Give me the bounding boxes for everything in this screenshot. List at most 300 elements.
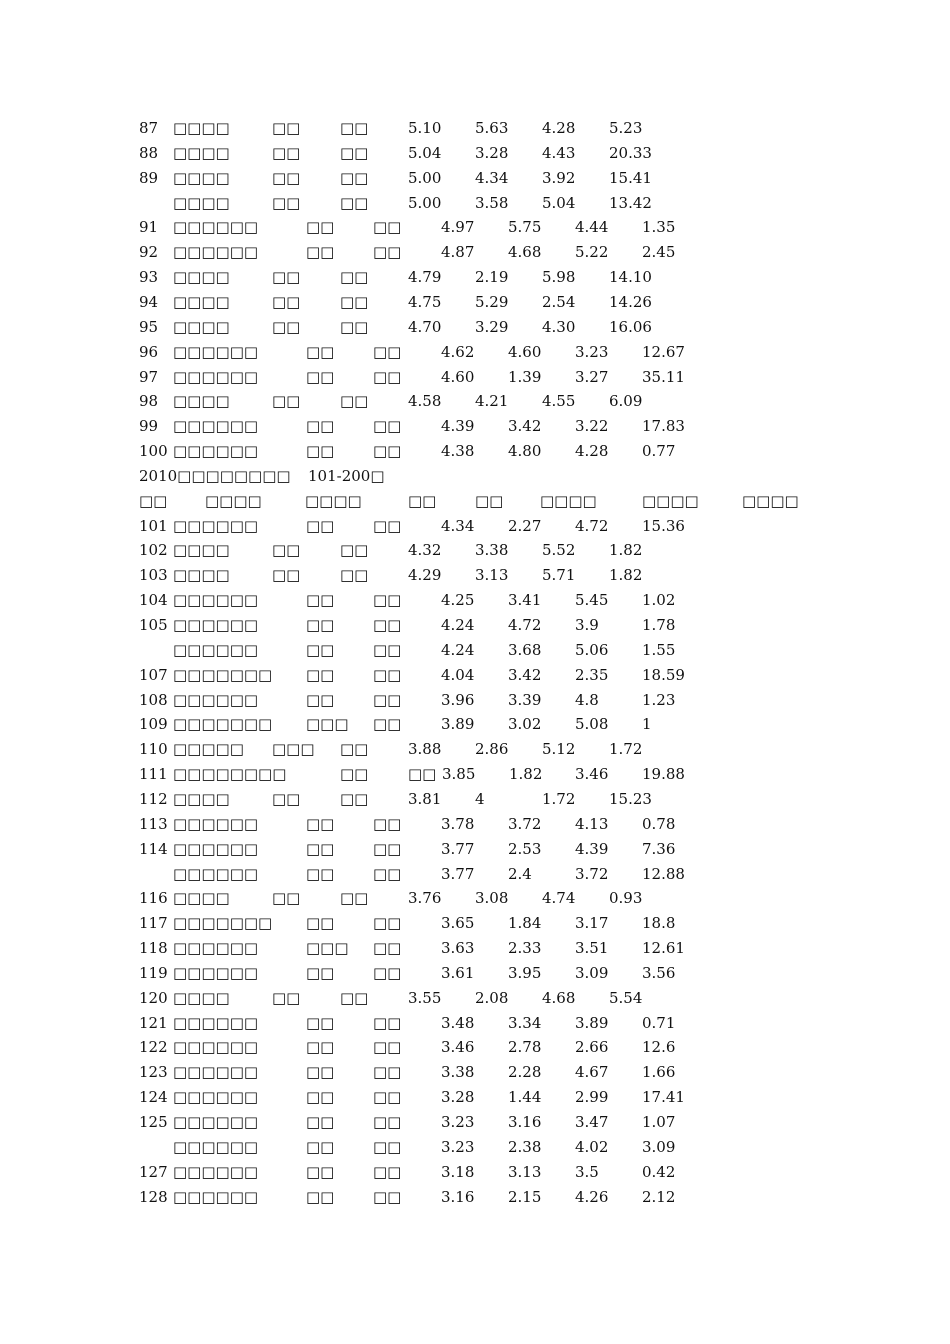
value-cell: 3.61	[441, 963, 475, 982]
value-cell: 5.29	[475, 292, 509, 311]
rank-number: 104	[139, 591, 168, 610]
value-cell: 12.6	[642, 1038, 676, 1057]
value-cell: 0.78	[642, 814, 676, 833]
value-cell: 2.66	[575, 1038, 609, 1057]
industry-field: □□	[373, 690, 402, 709]
value-cell: 2.53	[508, 839, 542, 858]
table-row	[0, 1113, 950, 1138]
region-field: □□	[306, 1063, 335, 1082]
company-name: □□□□□□	[173, 1088, 259, 1107]
region-field: □□□	[306, 939, 349, 958]
rank-number: 128	[139, 1187, 168, 1206]
rank-number: 120	[139, 988, 168, 1007]
company-name: □□□□	[173, 193, 230, 212]
industry-field: □□	[340, 789, 369, 808]
value-cell: 3.38	[441, 1063, 475, 1082]
industry-field: □□	[373, 963, 402, 982]
table-row	[0, 691, 950, 716]
industry-field: □□	[373, 218, 402, 237]
company-name: □□□□□□	[173, 963, 259, 982]
industry-field: □□	[340, 292, 369, 311]
value-cell: 3.23	[441, 1137, 475, 1156]
industry-field: □□	[373, 814, 402, 833]
value-cell: 0.93	[609, 889, 643, 908]
table-row	[0, 392, 950, 417]
value-cell: 3.28	[475, 143, 509, 162]
value-cell: 3.77	[441, 864, 475, 883]
industry-field: □□	[373, 591, 402, 610]
industry-field: □□	[340, 317, 369, 336]
section-heading	[0, 467, 950, 492]
table-row	[0, 591, 950, 616]
table-row	[0, 1063, 950, 1088]
rank-number: 118	[139, 939, 168, 958]
rank-number: 92	[139, 243, 159, 262]
column-header: □□	[139, 491, 168, 510]
value-cell: 12.67	[642, 342, 685, 361]
value-cell: 4.28	[542, 119, 576, 137]
industry-field: □□	[340, 889, 369, 908]
value-cell: 1.82	[509, 765, 543, 784]
industry-field: □□	[373, 243, 402, 262]
value-cell: 3.09	[642, 1137, 676, 1156]
company-name: □□□□	[173, 168, 230, 187]
table-row	[0, 1014, 950, 1039]
company-name: □□□□□	[173, 740, 244, 759]
value-cell: 4.02	[575, 1137, 609, 1156]
table-row	[0, 566, 950, 591]
region-field: □□	[272, 392, 301, 411]
table-row	[0, 989, 950, 1014]
region-field: □□	[306, 640, 335, 659]
industry-field: □□	[340, 740, 369, 759]
value-cell: 3.92	[542, 168, 576, 187]
region-field: □□	[306, 218, 335, 237]
rank-number: 110	[139, 740, 168, 759]
rank-number: 127	[139, 1162, 168, 1181]
table-row	[0, 765, 950, 790]
rank-number: 93	[139, 268, 159, 287]
value-cell: 2.33	[508, 939, 542, 958]
company-name: □□□□	[173, 268, 230, 287]
value-cell: 13.42	[609, 193, 652, 212]
region-field: □□□	[272, 740, 315, 759]
region-field: □□	[306, 367, 335, 386]
value-cell: 3.78	[441, 814, 475, 833]
value-cell: 4.43	[542, 143, 576, 162]
value-cell: 1.78	[642, 616, 676, 634]
industry-field: □□	[373, 1038, 402, 1057]
rank-number: 98	[139, 392, 159, 411]
region-field: □□	[272, 119, 301, 137]
region-field: □□	[272, 292, 301, 311]
company-name: □□□□□□	[173, 814, 259, 833]
value-cell: 3.56	[642, 963, 676, 982]
company-name: □□□□	[173, 317, 230, 336]
rank-number: 87	[139, 119, 159, 137]
rank-number: 99	[139, 417, 159, 436]
value-cell: 3.9	[575, 616, 599, 634]
value-cell: 3.5	[575, 1162, 599, 1181]
value-cell: 1.72	[609, 740, 643, 759]
rank-number: 114	[139, 839, 168, 858]
value-cell: 4.68	[508, 243, 542, 262]
value-cell: 16.06	[609, 317, 652, 336]
rank-number: 121	[139, 1013, 168, 1032]
value-cell: 15.36	[642, 516, 685, 535]
value-cell: 3.23	[441, 1113, 475, 1131]
industry-field: □□	[373, 1187, 402, 1206]
table-row	[0, 666, 950, 691]
company-name: □□□□□□	[173, 417, 259, 436]
value-cell: 3.41	[508, 591, 542, 610]
value-cell: 4.44	[575, 218, 609, 237]
value-cell: 4.29	[408, 566, 442, 585]
value-cell: 3.16	[441, 1187, 475, 1206]
industry-field: □□	[340, 193, 369, 212]
industry-field: □□	[373, 1137, 402, 1156]
value-cell: 1	[642, 715, 652, 734]
value-cell: 2.08	[475, 988, 509, 1007]
industry-field: □□	[373, 1063, 402, 1082]
value-cell: 1.55	[642, 640, 676, 659]
industry-field: □□	[373, 1113, 402, 1131]
value-cell: 1.84	[508, 914, 542, 933]
region-field: □□	[306, 342, 335, 361]
value-cell: 3.81	[408, 789, 442, 808]
value-cell: 5.10	[408, 119, 442, 137]
value-cell: 3.58	[475, 193, 509, 212]
value-cell: 3.88	[408, 740, 442, 759]
value-cell: 3.51	[575, 939, 609, 958]
company-name: □□□□□□	[173, 218, 259, 237]
region-field: □□	[272, 789, 301, 808]
value-cell: 3.13	[508, 1162, 542, 1181]
table-row	[0, 790, 950, 815]
value-cell: 1.44	[508, 1088, 542, 1107]
value-cell: 4.04	[441, 665, 475, 684]
industry-field: □□	[340, 143, 369, 162]
value-cell: 4.60	[441, 367, 475, 386]
rank-number: 97	[139, 367, 159, 386]
company-name: □□□□□□	[173, 640, 259, 659]
value-cell: 2.35	[575, 665, 609, 684]
value-cell: 4.70	[408, 317, 442, 336]
value-cell: 4.67	[575, 1063, 609, 1082]
value-cell: 20.33	[609, 143, 652, 162]
region-field: □□	[306, 963, 335, 982]
company-name: □□□□□□	[173, 591, 259, 610]
industry-field: □□	[373, 665, 402, 684]
value-cell: 3.08	[475, 889, 509, 908]
value-cell: 4.74	[542, 889, 576, 908]
table-row	[0, 1163, 950, 1188]
value-cell: 3.22	[575, 417, 609, 436]
rank-number: 89	[139, 168, 159, 187]
region-field: □□	[306, 1088, 335, 1107]
industry-field: □□	[373, 1162, 402, 1181]
region-field: □□	[340, 765, 369, 784]
value-cell: 4.39	[575, 839, 609, 858]
table-row	[0, 318, 950, 343]
value-cell: 1.39	[508, 367, 542, 386]
rank-number: 102	[139, 541, 168, 560]
industry-field: □□	[373, 839, 402, 858]
column-header: □□	[408, 491, 437, 510]
rank-number: 122	[139, 1038, 168, 1057]
region-field: □□	[272, 193, 301, 212]
value-cell: 3.72	[575, 864, 609, 883]
value-cell: 3.48	[441, 1013, 475, 1032]
value-cell: 4.72	[508, 616, 542, 634]
value-cell: 4	[475, 789, 485, 808]
rank-number: 100	[139, 442, 168, 461]
column-header: □□□□	[742, 491, 799, 510]
company-name: □□□□	[173, 143, 230, 162]
rank-number: 113	[139, 814, 168, 833]
company-name: □□□□	[173, 566, 230, 585]
rank-number: 116	[139, 889, 168, 908]
value-cell: 3.76	[408, 889, 442, 908]
value-cell: 4.21	[475, 392, 509, 411]
region-field: □□	[306, 690, 335, 709]
value-cell: 3.85	[442, 765, 476, 784]
value-cell: 2.54	[542, 292, 576, 311]
value-cell: 2.99	[575, 1088, 609, 1107]
value-cell: 4.58	[408, 392, 442, 411]
value-cell: 18.8	[642, 914, 676, 933]
column-header: □□	[475, 491, 504, 510]
table-row	[0, 641, 950, 666]
value-cell: 2.28	[508, 1063, 542, 1082]
table-row	[0, 343, 950, 368]
value-cell: 1.23	[642, 690, 676, 709]
value-cell: 5.12	[542, 740, 576, 759]
value-cell: 1.66	[642, 1063, 676, 1082]
value-cell: 7.36	[642, 839, 676, 858]
industry-field: □□	[373, 442, 402, 461]
industry-field: □□	[408, 765, 437, 784]
table-row	[0, 914, 950, 939]
rank-number: 119	[139, 963, 168, 982]
value-cell: 3.38	[475, 541, 509, 560]
industry-field: □□	[340, 566, 369, 585]
value-cell: 4.28	[575, 442, 609, 461]
value-cell: 1.82	[609, 566, 643, 585]
value-cell: 2.45	[642, 243, 676, 262]
value-cell: 2.19	[475, 268, 509, 287]
table-header	[0, 492, 950, 517]
value-cell: 4.55	[542, 392, 576, 411]
value-cell: 2.27	[508, 516, 542, 535]
rank-number: 117	[139, 914, 168, 933]
value-cell: 4.32	[408, 541, 442, 560]
value-cell: 4.34	[441, 516, 475, 535]
value-cell: 4.79	[408, 268, 442, 287]
value-cell: 3.29	[475, 317, 509, 336]
region-field: □□	[306, 516, 335, 535]
company-name: □□□□□□	[173, 1113, 259, 1131]
rank-number: 125	[139, 1113, 168, 1131]
company-name: □□□□□□	[173, 839, 259, 858]
table-row	[0, 616, 950, 641]
value-cell: 1.35	[642, 218, 676, 237]
value-cell: 1.82	[609, 541, 643, 560]
region-field: □□	[272, 268, 301, 287]
region-field: □□	[272, 988, 301, 1007]
value-cell: 4.60	[508, 342, 542, 361]
region-field: □□	[272, 541, 301, 560]
company-name: □□□□□□	[173, 367, 259, 386]
rank-number: 94	[139, 292, 159, 311]
company-name: □□□□□□	[173, 616, 259, 634]
value-cell: 4.25	[441, 591, 475, 610]
region-field: □□	[306, 1187, 335, 1206]
table-row	[0, 442, 950, 467]
section-range: 101-200□	[308, 466, 385, 485]
table-row	[0, 939, 950, 964]
value-cell: 4.80	[508, 442, 542, 461]
region-field: □□	[306, 1038, 335, 1057]
company-name: □□□□□□	[173, 442, 259, 461]
value-cell: 3.77	[441, 839, 475, 858]
value-cell: 5.75	[508, 218, 542, 237]
column-header: □□□□	[305, 491, 362, 510]
column-header: □□□□	[642, 491, 699, 510]
region-field: □□	[306, 442, 335, 461]
value-cell: 12.88	[642, 864, 685, 883]
value-cell: 4.62	[441, 342, 475, 361]
industry-field: □□	[373, 939, 402, 958]
value-cell: 4.97	[441, 218, 475, 237]
region-field: □□	[306, 665, 335, 684]
value-cell: 3.18	[441, 1162, 475, 1181]
company-name: □□□□□□	[173, 1038, 259, 1057]
value-cell: 15.41	[609, 168, 652, 187]
company-name: □□□□	[173, 889, 230, 908]
company-name: □□□□□□	[173, 864, 259, 883]
table-row	[0, 865, 950, 890]
value-cell: 2.12	[642, 1187, 676, 1206]
region-field: □□	[306, 1137, 335, 1156]
rank-number: 88	[139, 143, 159, 162]
table-row	[0, 169, 950, 194]
value-cell: 3.09	[575, 963, 609, 982]
company-name: □□□□□□	[173, 1063, 259, 1082]
value-cell: 4.72	[575, 516, 609, 535]
table-row	[0, 889, 950, 914]
value-cell: 4.30	[542, 317, 576, 336]
value-cell: 5.54	[609, 988, 643, 1007]
value-cell: 0.42	[642, 1162, 676, 1181]
value-cell: 1.07	[642, 1113, 676, 1131]
value-cell: 3.17	[575, 914, 609, 933]
value-cell: 4.24	[441, 640, 475, 659]
industry-field: □□	[373, 640, 402, 659]
region-field: □□	[306, 243, 335, 262]
table-row	[0, 268, 950, 293]
company-name: □□□□□□□	[173, 914, 273, 933]
value-cell: 3.72	[508, 814, 542, 833]
value-cell: 3.65	[441, 914, 475, 933]
table-row	[0, 368, 950, 393]
industry-field: □□	[373, 616, 402, 634]
table-row	[0, 715, 950, 740]
value-cell: 5.22	[575, 243, 609, 262]
value-cell: 2.4	[508, 864, 532, 883]
company-name: □□□□	[173, 789, 230, 808]
company-name: □□□□□□	[173, 690, 259, 709]
industry-field: □□	[373, 367, 402, 386]
company-name: □□□□	[173, 988, 230, 1007]
section-title: 2010□□□□□□□□	[139, 466, 291, 485]
value-cell: 3.47	[575, 1113, 609, 1131]
value-cell: 3.42	[508, 417, 542, 436]
value-cell: 5.04	[542, 193, 576, 212]
company-name: □□□□□□	[173, 1013, 259, 1032]
value-cell: 5.71	[542, 566, 576, 585]
table-row	[0, 964, 950, 989]
value-cell: 3.89	[441, 715, 475, 734]
table-row	[0, 815, 950, 840]
company-name: □□□□□□□□	[173, 765, 287, 784]
value-cell: 3.42	[508, 665, 542, 684]
company-name: □□□□□□	[173, 1162, 259, 1181]
rank-number: 105	[139, 616, 168, 634]
rank-number: 123	[139, 1063, 168, 1082]
value-cell: 4.13	[575, 814, 609, 833]
industry-field: □□	[373, 914, 402, 933]
value-cell: 3.27	[575, 367, 609, 386]
company-name: □□□□	[173, 292, 230, 311]
value-cell: 1.72	[542, 789, 576, 808]
region-field: □□	[272, 566, 301, 585]
value-cell: 3.28	[441, 1088, 475, 1107]
region-field: □□	[306, 591, 335, 610]
rank-number: 101	[139, 516, 168, 535]
industry-field: □□	[340, 988, 369, 1007]
region-field: □□	[306, 616, 335, 634]
value-cell: 19.88	[642, 765, 685, 784]
value-cell: 17.41	[642, 1088, 685, 1107]
table-row	[0, 243, 950, 268]
table-row	[0, 119, 950, 144]
region-field: □□	[306, 864, 335, 883]
company-name: □□□□	[173, 541, 230, 560]
table-row	[0, 1188, 950, 1213]
rank-number: 112	[139, 789, 168, 808]
region-field: □□	[306, 839, 335, 858]
value-cell: 5.98	[542, 268, 576, 287]
industry-field: □□	[373, 715, 402, 734]
value-cell: 3.23	[575, 342, 609, 361]
value-cell: 2.78	[508, 1038, 542, 1057]
value-cell: 5.63	[475, 119, 509, 137]
rank-number: 96	[139, 342, 159, 361]
value-cell: 4.24	[441, 616, 475, 634]
region-field: □□	[306, 814, 335, 833]
value-cell: 6.09	[609, 392, 643, 411]
value-cell: 2.15	[508, 1187, 542, 1206]
industry-field: □□	[373, 1088, 402, 1107]
value-cell: 3.39	[508, 690, 542, 709]
region-field: □□	[306, 1162, 335, 1181]
value-cell: 18.59	[642, 665, 685, 684]
value-cell: 5.00	[408, 193, 442, 212]
value-cell: 3.55	[408, 988, 442, 1007]
industry-field: □□	[373, 516, 402, 535]
table-row	[0, 517, 950, 542]
